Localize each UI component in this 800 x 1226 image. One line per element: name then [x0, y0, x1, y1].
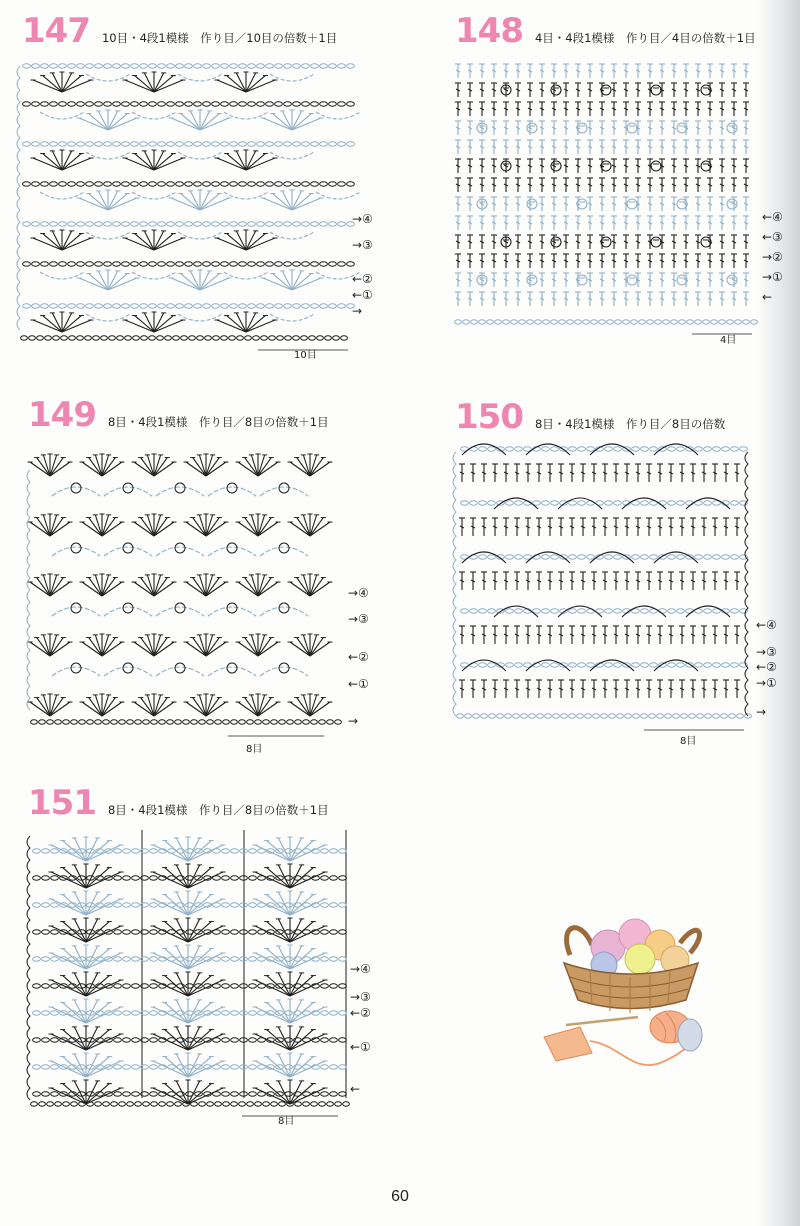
row-marker: ←①	[352, 288, 373, 302]
pattern-description: 8目・4段1模様 作り目／8目の倍数	[534, 417, 726, 431]
pattern-147-chart	[18, 56, 363, 368]
row-marker: →	[756, 705, 767, 719]
row-marker: ←②	[348, 650, 369, 664]
repeat-label: 8目	[278, 1116, 295, 1127]
row-marker: →③	[756, 645, 777, 659]
row-marker: →④	[350, 962, 371, 976]
pattern-number: 151	[28, 783, 96, 823]
pattern-number: 148	[455, 11, 523, 51]
row-marker: →①	[756, 676, 777, 690]
pattern-151-chart	[28, 826, 352, 1116]
row-marker: →②	[762, 250, 783, 264]
row-marker: ←①	[350, 1040, 371, 1054]
row-marker: ←②	[756, 660, 777, 674]
yarn-basket-illustration	[540, 905, 720, 1094]
stitch-chart	[454, 442, 754, 732]
row-marker: ←①	[348, 677, 369, 691]
repeat-label: 8目	[246, 744, 263, 755]
row-marker: →③	[352, 238, 373, 252]
row-marker: ←④	[756, 618, 777, 632]
yarn-basket-icon	[540, 905, 720, 1090]
pattern-151-header	[28, 783, 329, 823]
pattern-147-header	[22, 11, 338, 51]
row-marker: ←②	[352, 272, 373, 286]
stitch-chart	[28, 826, 352, 1116]
page-edge-shadow	[758, 0, 800, 1226]
row-marker: →③	[348, 612, 369, 626]
row-marker: ←②	[350, 1006, 371, 1020]
pattern-number: 147	[22, 11, 90, 51]
repeat-label: 8目	[680, 736, 697, 747]
pattern-number: 150	[455, 397, 523, 437]
pattern-148-chart	[452, 56, 760, 346]
row-marker: →④	[348, 586, 369, 600]
row-marker: →③	[350, 990, 371, 1004]
pattern-148-header	[455, 11, 756, 51]
row-marker: →①	[762, 270, 783, 284]
pattern-150-chart	[454, 442, 754, 732]
repeat-label: 4目	[720, 335, 737, 346]
pattern-description: 4目・4段1模様 作り目／4目の倍数＋1目	[534, 31, 756, 45]
stitch-chart	[28, 450, 348, 740]
row-marker: ←	[350, 1082, 361, 1096]
pattern-149-header	[28, 395, 329, 435]
pattern-149-chart	[28, 450, 348, 740]
repeat-label: 10目	[294, 350, 317, 361]
row-marker: →	[352, 304, 363, 318]
stitch-chart	[18, 56, 363, 368]
row-marker: →④	[352, 212, 373, 226]
row-marker: →	[348, 714, 359, 728]
row-marker: ←④	[762, 210, 783, 224]
page-number: 60	[391, 1188, 409, 1205]
stitch-chart	[452, 56, 760, 346]
pattern-150-header	[455, 397, 726, 437]
row-marker: ←③	[762, 230, 783, 244]
pattern-description: 10目・4段1模様 作り目／10目の倍数＋1目	[101, 31, 338, 45]
pattern-number: 149	[28, 395, 96, 435]
pattern-description: 8目・4段1模様 作り目／8目の倍数＋1目	[107, 803, 329, 817]
row-marker: ←	[762, 290, 773, 304]
pattern-description: 8目・4段1模様 作り目／8目の倍数＋1目	[107, 415, 329, 429]
